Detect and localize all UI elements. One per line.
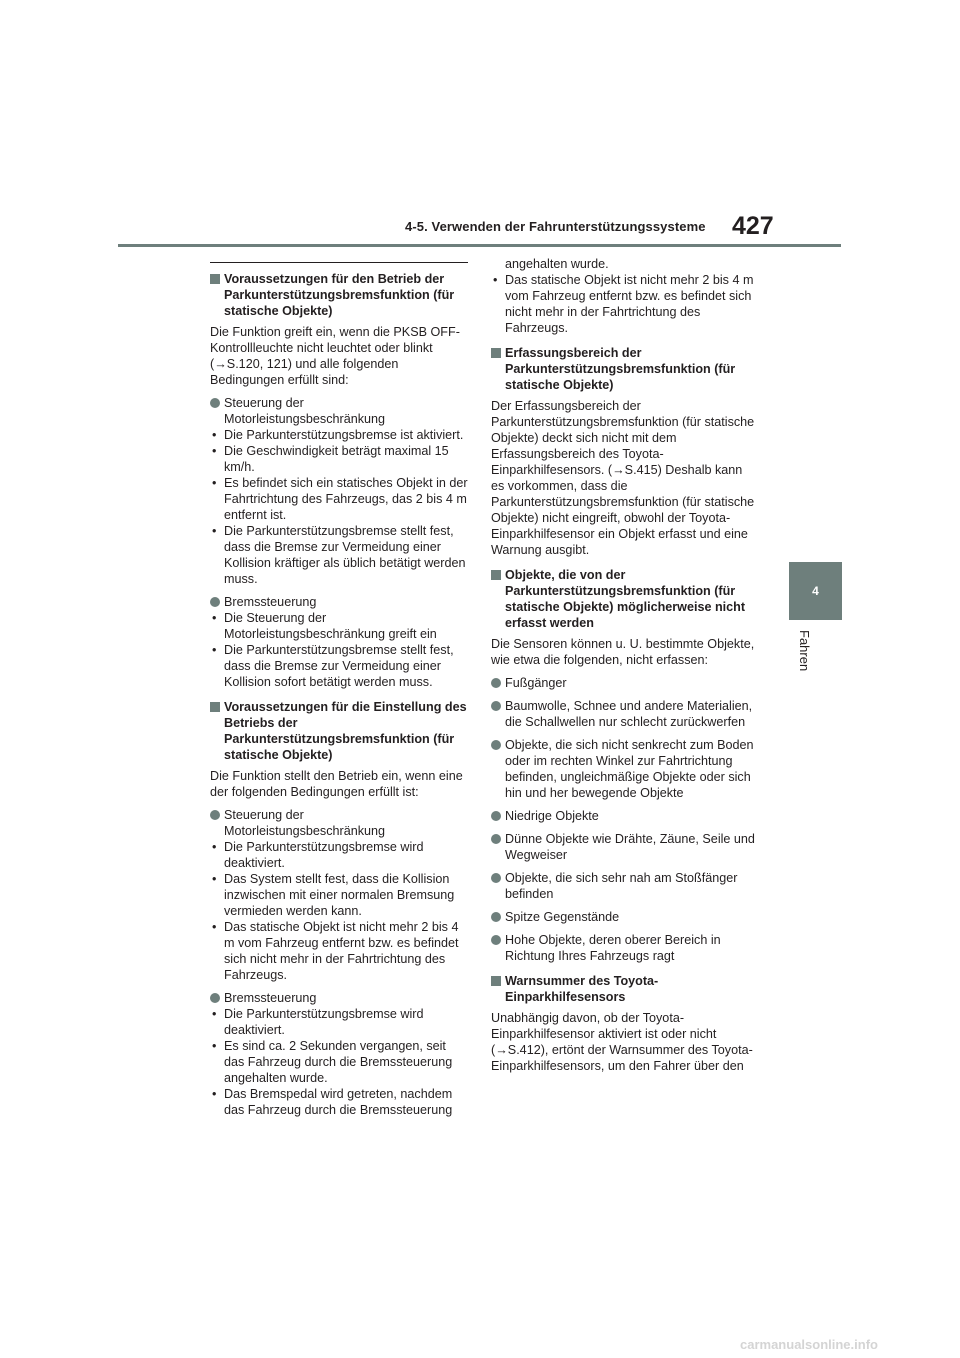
circle-bullet-icon — [210, 993, 220, 1003]
dot-marker-icon: • — [212, 611, 217, 625]
bullet-text: Niedrige Objekte — [505, 809, 599, 823]
circle-bullet-icon — [491, 935, 501, 945]
dash-list-item — [210, 839, 468, 871]
bullet-item — [491, 808, 756, 824]
dash-item-text: Die Parkunterstützungsbremse wird deaktiviert. — [224, 840, 424, 870]
paragraph: Die Funktion greift ein, wenn die PKSB OFF-Kontrollleuchte nicht leuchtet oder blinkt (→S.120, 121) und alle folgenden Bedingungen erfüllt sind: — [210, 325, 460, 387]
section-heading — [210, 699, 468, 763]
circle-bullet-icon — [491, 701, 501, 711]
dash-item-text: Das statische Objekt ist nicht mehr 2 bis 4 m vom Fahrzeug entfernt bzw. es befindet sich nicht mehr in der Fahrtrichtung des Fahrzeugs. — [224, 920, 459, 982]
bullet-text: Spitze Gegenstände — [505, 910, 620, 924]
dash-list-item — [210, 427, 468, 443]
circle-bullet-icon — [210, 810, 220, 820]
bullet-item — [491, 870, 756, 902]
chapter-tab — [789, 562, 842, 620]
bullet-text: Objekte, die sich sehr nah am Stoßfänger befinden — [505, 871, 738, 901]
square-bullet-icon — [491, 976, 501, 986]
bullet-item — [491, 698, 756, 730]
square-bullet-icon — [491, 348, 501, 358]
bullet-text: Dünne Objekte wie Drähte, Zäune, Seile und Wegweiser — [505, 832, 755, 862]
dash-item-text: Die Parkunterstützungsbremse stellt fest, dass die Bremse zur Vermeidung einer Kollision sofort betätigt werden muss. — [224, 643, 454, 689]
bullet-text: Bremssteuerung — [224, 595, 317, 609]
dot-marker-icon: • — [212, 920, 217, 934]
bullet-item — [491, 831, 756, 863]
dash-list — [210, 1006, 468, 1118]
bullet-item — [210, 395, 468, 427]
heading-text: Erfassungsbereich der Parkunterstützungsbremsfunktion (für statische Objekte) — [505, 346, 736, 392]
circle-bullet-icon — [491, 678, 501, 688]
bullet-list — [491, 675, 756, 964]
dash-item-text: Die Parkunterstützungsbremse ist aktiviert. — [224, 428, 464, 442]
dash-list-item — [210, 523, 468, 587]
dash-list-item — [210, 610, 468, 642]
section-heading — [491, 973, 756, 1005]
dash-list-item — [491, 272, 756, 336]
bullet-item — [210, 594, 468, 610]
bullet-item — [210, 807, 468, 839]
section-heading — [491, 345, 756, 393]
circle-bullet-icon — [210, 597, 220, 607]
dot-marker-icon: • — [212, 1007, 217, 1021]
bullet-text: Baumwolle, Schnee und andere Materialien, die Schallwellen nur schlecht zurückwerfen — [505, 699, 753, 729]
continued-text: angehalten wurde. — [505, 257, 609, 271]
chapter-label: Fahren — [797, 630, 812, 672]
paragraph: Die Sensoren können u. U. bestimmte Objekte, wie etwa die folgenden, nicht erfassen: — [491, 637, 755, 667]
page-number: 427 — [732, 212, 774, 240]
dot-marker-icon: • — [212, 428, 217, 442]
square-bullet-icon — [210, 274, 220, 284]
dot-marker-icon: • — [212, 444, 217, 458]
heading-text: Voraussetzungen für die Einstellung des Betriebs der Parkunterstützungsbremsfunktion (für statische Objekte) — [224, 700, 467, 762]
circle-bullet-icon — [491, 912, 501, 922]
dash-list-item — [210, 443, 468, 475]
dot-marker-icon: • — [212, 476, 217, 490]
section-heading — [210, 271, 468, 319]
dash-item-text: Die Steuerung der Motorleistungsbeschränkung greift ein — [224, 611, 437, 641]
paragraph: Unabhängig davon, ob der Toyota-Einparkhilfesensor aktiviert ist oder nicht (→S.412), ertönt der Warnsummer des Toyota-Einparkhilfesensors, um den Fahrer über den — [491, 1011, 753, 1073]
left-column — [210, 256, 468, 1118]
bullet-text: Steuerung der Motorleistungsbeschränkung — [224, 396, 386, 426]
square-bullet-icon — [210, 702, 220, 712]
dash-item-text: Das Bremspedal wird getreten, nachdem das Fahrzeug durch die Bremssteuerung — [224, 1087, 453, 1117]
dash-item-text: Die Parkunterstützungsbremse stellt fest, dass die Bremse zur Vermeidung einer Kollision kräftiger als üblich betätigt werden muss. — [224, 524, 466, 586]
dash-list-item — [210, 1006, 468, 1038]
dash-list — [210, 610, 468, 690]
circle-bullet-icon — [491, 834, 501, 844]
bullet-text: Steuerung der Motorleistungsbeschränkung — [224, 808, 386, 838]
circle-bullet-icon — [491, 811, 501, 821]
paragraph: Die Funktion stellt den Betrieb ein, wenn eine der folgenden Bedingungen erfüllt ist: — [210, 769, 463, 799]
dash-item-text: Die Geschwindigkeit beträgt maximal 15 km/h. — [224, 444, 449, 474]
bullet-item — [491, 675, 756, 691]
heading-text: Voraussetzungen für den Betrieb der Parkunterstützungsbremsfunktion (für statische Objekte) — [224, 272, 455, 318]
section-heading — [491, 567, 756, 631]
circle-bullet-icon — [491, 873, 501, 883]
dash-list-item — [210, 1086, 468, 1118]
dot-marker-icon: • — [212, 872, 217, 886]
column-rule — [210, 262, 468, 263]
dash-item-text: Das statische Objekt ist nicht mehr 2 bis 4 m vom Fahrzeug entfernt bzw. es befindet sich nicht mehr in der Fahrtrichtung des Fahrzeugs. — [505, 273, 754, 335]
dot-marker-icon: • — [212, 524, 217, 538]
circle-bullet-icon — [210, 398, 220, 408]
dash-list-item — [210, 475, 468, 523]
dash-item-text: Die Parkunterstützungsbremse wird deaktiviert. — [224, 1007, 424, 1037]
dash-list-item — [210, 642, 468, 690]
dash-list-item — [210, 1038, 468, 1086]
dot-marker-icon: • — [212, 1039, 217, 1053]
bullet-item — [210, 990, 468, 1006]
dash-item-text: Es sind ca. 2 Sekunden vergangen, seit das Fahrzeug durch die Bremssteuerung angehalten wurde. — [224, 1039, 453, 1085]
heading-text: Objekte, die von der Parkunterstützungsbremsfunktion (für statische Objekte) möglicherweise nicht erfasst werden — [505, 568, 746, 630]
dot-marker-icon: • — [493, 273, 498, 287]
heading-text: Warnsummer des Toyota-Einparkhilfesensors — [505, 974, 659, 1004]
bullet-text: Fußgänger — [505, 676, 567, 690]
dot-marker-icon: • — [212, 643, 217, 657]
bullet-item — [491, 909, 756, 925]
bullet-item — [491, 737, 756, 801]
dash-item-text: Es befindet sich ein statisches Objekt in der Fahrtrichtung des Fahrzeugs, das 2 bis 4 m entfernt ist. — [224, 476, 468, 522]
bullet-text: Bremssteuerung — [224, 991, 317, 1005]
dash-list-item — [210, 871, 468, 919]
bullet-item — [491, 932, 756, 964]
watermark: carmanualsonline.info — [740, 1337, 878, 1352]
bullet-text: Objekte, die sich nicht senkrecht zum Boden oder im rechten Winkel zur Fahrtrichtung befinden, ungleichmäßige Objekte oder sich hin und her bewegende Objekte — [505, 738, 754, 800]
section-title: 4-5. Verwenden der Fahrunterstützungssysteme — [405, 219, 706, 234]
right-column — [491, 256, 756, 1074]
header-rule — [118, 244, 841, 247]
dot-marker-icon: • — [212, 1087, 217, 1101]
dash-list — [210, 427, 468, 587]
dash-list-item — [210, 919, 468, 983]
bullet-text: Hohe Objekte, deren oberer Bereich in Richtung Ihres Fahrzeugs ragt — [505, 933, 721, 963]
circle-bullet-icon — [491, 740, 501, 750]
dash-list — [491, 272, 756, 336]
paragraph: Der Erfassungsbereich der Parkunterstützungsbremsfunktion (für statische Objekte) deckt sich nicht mit dem Erfassungsbereich des Toyota-Einparkhilfesensors. (→S.415) Deshalb kann es vorkommen, dass die Parkunterstützungsbremsfunktion (für statische Objekte) nicht eingreift, obwohl der Toyota-Einparkhilfesensor ein Objekt erfasst und eine Warnung ausgibt. — [491, 399, 755, 557]
dot-marker-icon: • — [212, 840, 217, 854]
square-bullet-icon — [491, 570, 501, 580]
dash-item-text: Das System stellt fest, dass die Kollision inzwischen mit einer normalen Bremsung vermieden werden kann. — [224, 872, 455, 918]
chapter-number: 4 — [812, 584, 819, 598]
dash-list — [210, 839, 468, 983]
